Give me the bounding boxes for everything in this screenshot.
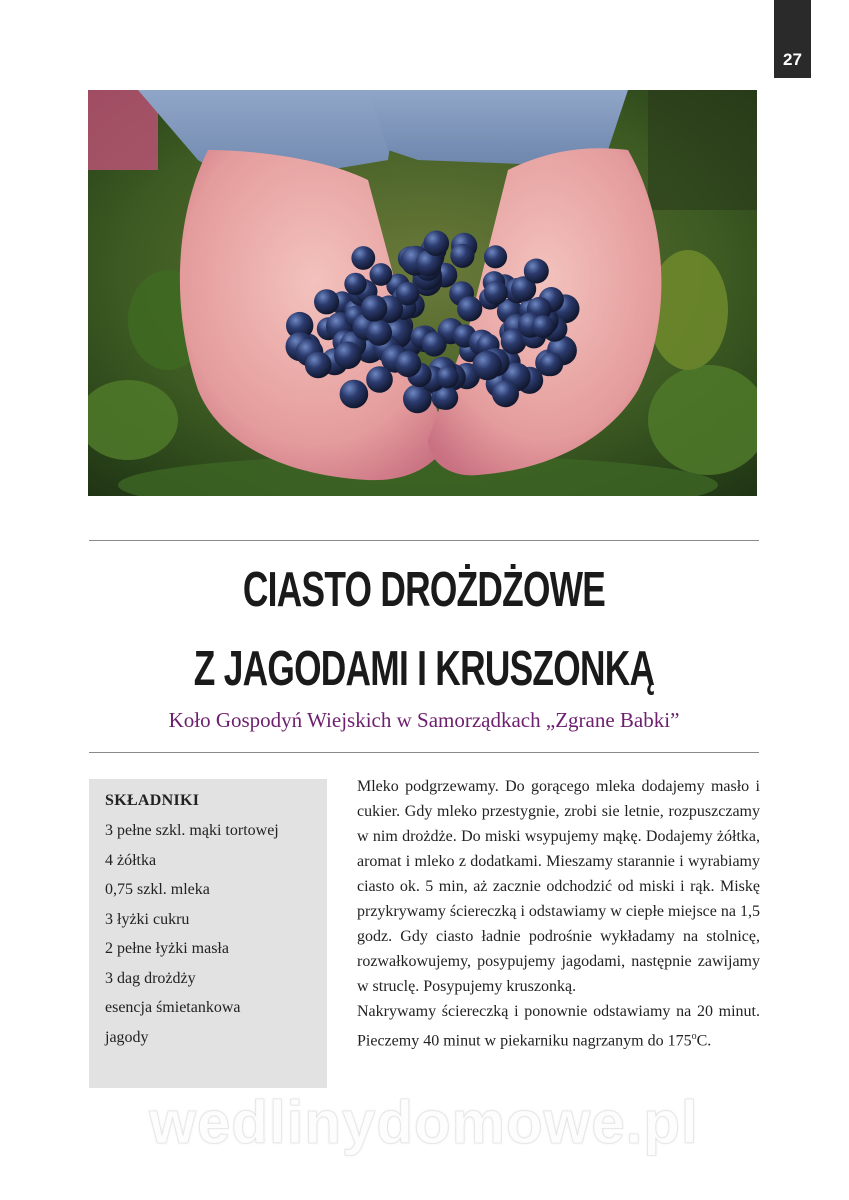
ingredient-item: jagody	[105, 1028, 149, 1046]
recipe-title-line1: CIASTO DROŻDŻOWE	[242, 563, 606, 617]
temperature-unit: C.	[696, 1032, 712, 1050]
blueberry	[422, 332, 447, 357]
bottom-divider	[89, 752, 759, 753]
ingredient-item: esencja śmietankowa	[105, 999, 241, 1016]
blueberry	[437, 366, 459, 388]
blueberry	[314, 289, 339, 314]
blueberry	[424, 231, 450, 257]
ingredient-item: 4 żółtka	[105, 851, 157, 869]
preparation-text	[357, 774, 760, 1053]
photo-illustration	[88, 90, 757, 496]
page-number: 27	[783, 50, 802, 69]
blueberry	[395, 351, 421, 377]
recipe-author: Koło Gospodyń Wiejskich w Samorządkach „Zgrane Babki”	[168, 708, 680, 732]
blueberry	[457, 296, 482, 321]
ingredient-item: 0,75 szkl. mleka	[105, 881, 210, 898]
blueberry	[492, 380, 519, 407]
watermark: wedlinydomowe.pl	[149, 1089, 699, 1156]
blueberry	[340, 380, 369, 409]
blueberry	[484, 281, 508, 305]
blueberry	[366, 320, 392, 346]
blueberry	[370, 263, 393, 286]
top-divider	[89, 540, 759, 541]
blueberry	[344, 273, 366, 295]
preparation-paragraph-2	[357, 999, 760, 1053]
blueberry	[484, 245, 507, 268]
ingredients-heading: SKŁADNIKI	[105, 792, 200, 809]
ingredients-panel	[89, 779, 327, 1088]
ingredient-item: 2 pełne łyżki masła	[105, 940, 229, 957]
ingredient-item: 3 pełne szkl. mąki tortowej	[105, 822, 279, 839]
page-number-badge	[774, 0, 811, 78]
preparation-paragraph-1: Mleko podgrzewamy. Do gorącego mleka dodajemy masło i cukier. Gdy mleko przestygnie, zrobi sie letnie, rozpuszczamy w nim drożdże. Do miski wsypujemy mąkę. Dodajemy żółtka, aromat i mleko z dodatkami. Mieszamy starannie i wyrabiamy ciasto ok. 5 min, aż zacznie odchodzić od miski i rąk. Miskę przykrywamy ściereczką i odstawiamy w ciepłe miejsce na 1,5 godz. Gdy ciasto ładnie podrośnie wykładamy na stolnicę, rozwałkowujemy, posypujemy jagodami, następnie zawijamy w struclę. Posypujemy kruszonką.	[357, 778, 760, 995]
ingredient-item: 3 łyżki cukru	[105, 910, 190, 928]
blueberry	[351, 246, 375, 270]
blueberry	[305, 352, 332, 379]
ingredients-list	[105, 816, 327, 1052]
hands-holding-blueberries-photo	[88, 90, 757, 496]
preparation-paragraph-2-text: Nakrywamy ściereczką i ponownie odstawiamy na 20 minut. Pieczemy 40 minut w piekarniku nagrzanym do 175	[357, 1003, 760, 1050]
blueberry	[539, 352, 563, 376]
ingredient-item: 3 dag drożdży	[105, 969, 196, 987]
blueberry	[334, 342, 362, 370]
blueberry	[532, 315, 555, 338]
blueberry	[366, 366, 393, 393]
blueberry	[524, 259, 549, 284]
blueberry	[473, 351, 502, 380]
degree-mark: o	[691, 1031, 697, 1042]
recipe-title-line2: Z JAGODAMI I KRUSZONKĄ	[193, 642, 655, 696]
blueberry	[450, 244, 474, 268]
blueberry	[361, 295, 388, 322]
